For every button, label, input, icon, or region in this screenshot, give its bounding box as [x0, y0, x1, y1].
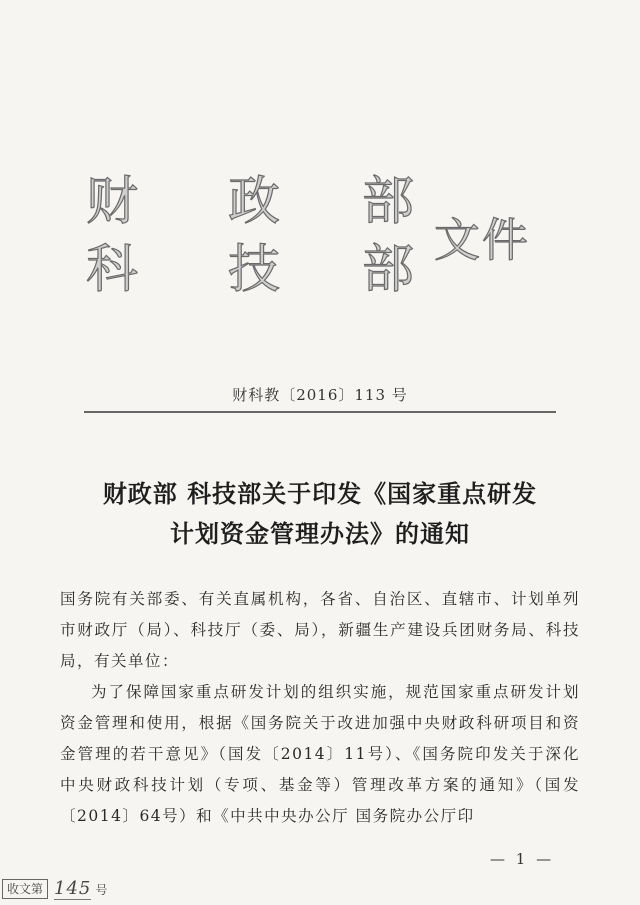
addressee: 国务院有关部委、有关直属机构，各省、自治区、直辖市、计划单列市财政厅（局）、科技厅（委、局），新疆生产建设兵团财务局、科技局，有关单位：: [60, 590, 580, 670]
letterhead-char: 技: [228, 240, 281, 300]
letterhead-char: 科: [86, 240, 139, 300]
stamp-suffix: 号: [95, 882, 108, 897]
document-body: [60, 584, 580, 832]
document-number: 财科教〔2016〕113 号: [232, 386, 408, 404]
title-line-2: 计划资金管理办法》的通知: [170, 519, 470, 548]
letterhead-char: 财: [86, 172, 139, 232]
header-divider: [84, 411, 556, 413]
letterhead-char: 部: [362, 172, 415, 232]
letterhead-word: 文件: [434, 213, 530, 267]
body-paragraph: 为了保障国家重点研发计划的组织实施，规范国家重点研发计划资金管理和使用，根据《国务院关于改进加强中央财政科研项目和资金管理的若干意见》（国发〔2014〕11号）、《国务院印发关于深化中央财政科技计划（专项、基金等）管理改革方案的通知》（国发〔2014〕64号）和《中共中央办公厅 国务院办公厅印: [60, 683, 580, 825]
letterhead-char: 政: [228, 172, 281, 232]
stamp-number: 145: [54, 878, 92, 899]
letterhead-char: 部: [362, 240, 415, 300]
page-number: — 1 —: [490, 850, 555, 868]
title-line-1: 财政部 科技部关于印发《国家重点研发: [102, 479, 538, 508]
receipt-stamp: [0, 878, 107, 900]
stamp-label: 收文第: [2, 879, 48, 899]
